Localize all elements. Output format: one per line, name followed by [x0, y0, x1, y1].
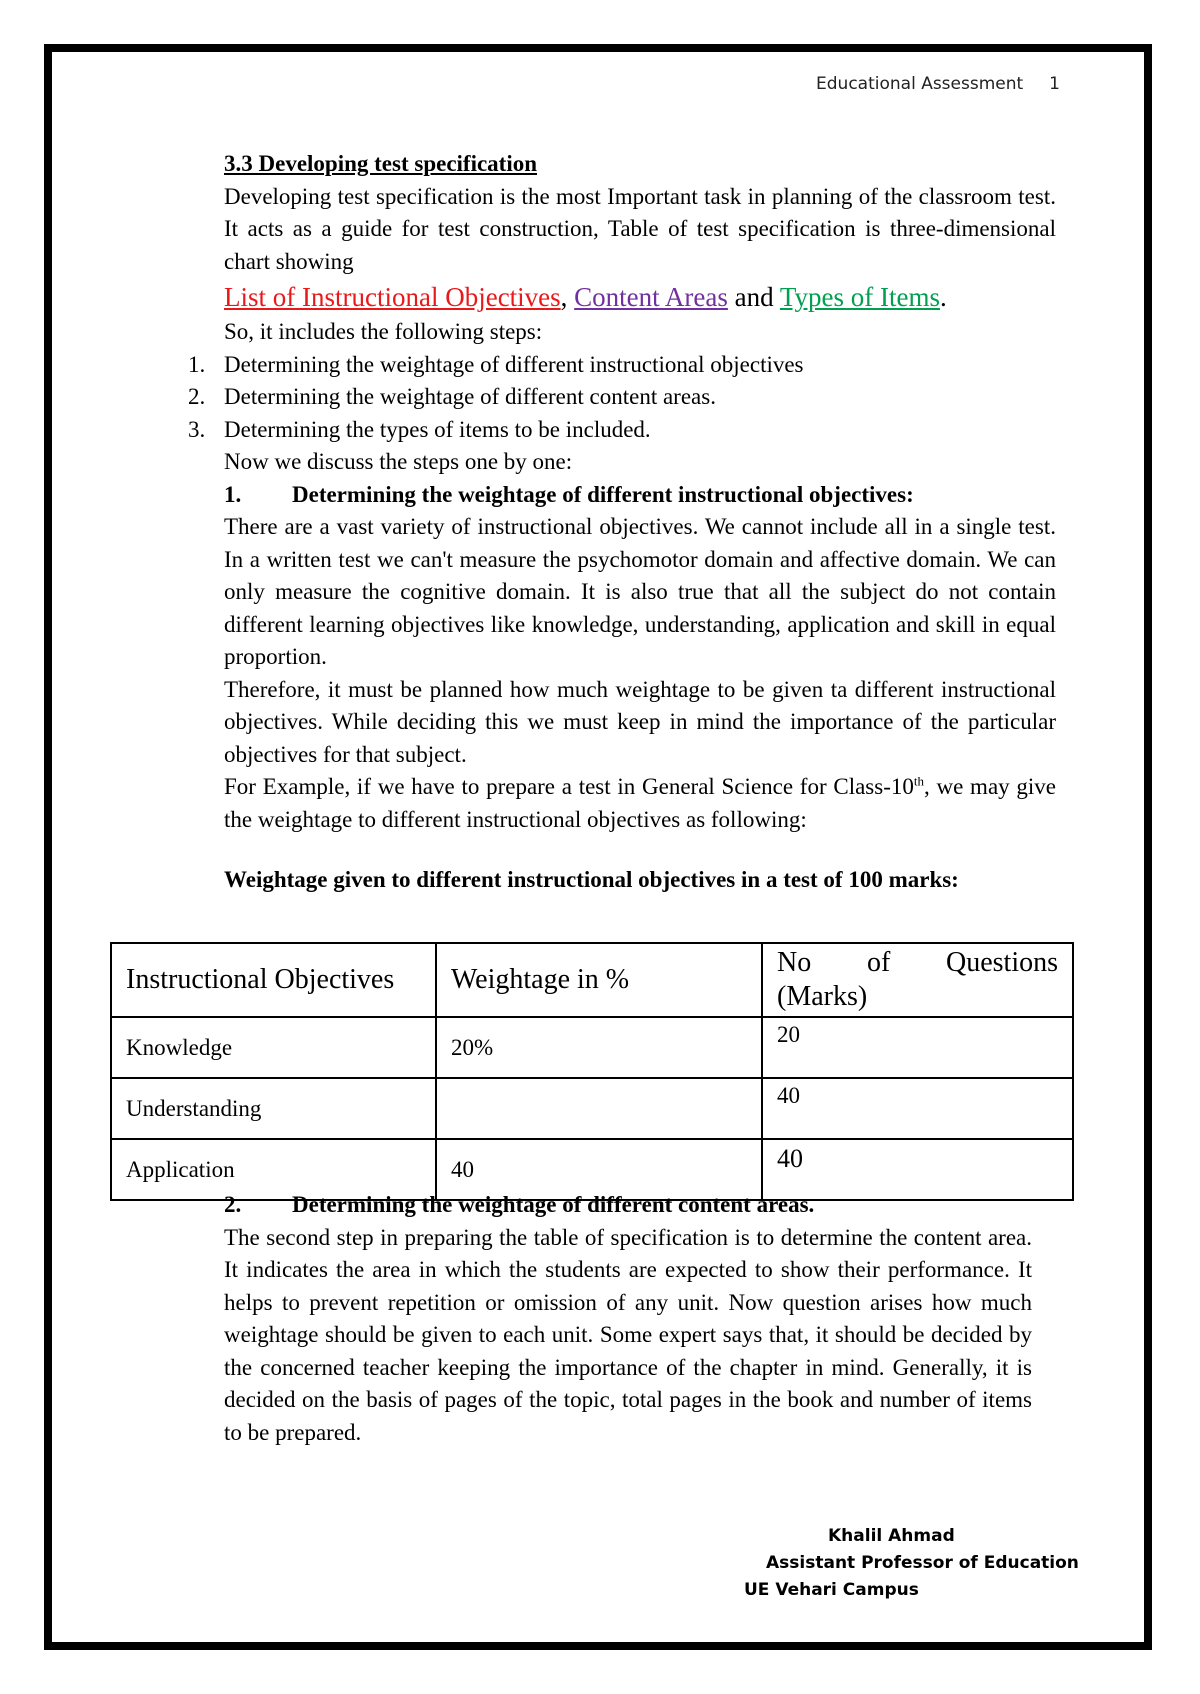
cell-questions: 40	[762, 1139, 1073, 1200]
step1-heading: 1. Determining the weightage of different instructional objectives:	[224, 481, 914, 507]
list-item: 1. Determining the weightage of different instructional objectives	[188, 351, 804, 377]
table-row	[111, 1017, 1073, 1078]
content-areas-link[interactable]: Content Areas	[574, 282, 728, 312]
steps-list	[188, 349, 1056, 447]
page-number: 1	[1049, 74, 1060, 94]
header-title: Educational Assessment	[816, 74, 1024, 94]
cell-objective: Application	[111, 1139, 436, 1200]
header-objective: Instructional Objectives	[111, 943, 436, 1017]
step2-paragraph: The second step in preparing the table of specification is to determine the content area. It indicates the area in which the students are expected to show their performance. It helps to prevent repetition or omission of any unit. Now question arises how much weightage should be given to each unit. Some expert says that, it should be decided by the concerned teacher keeping the importance of the chapter in mind. Generally, it is decided on the basis of pages of the topic, total pages in the book and number of items to be prepared.	[224, 1224, 1032, 1445]
step2-heading: 2. Determining the weightage of different content areas.	[224, 1192, 815, 1217]
table-row	[111, 1078, 1073, 1139]
section-title: 3.3 Developing test specification	[224, 151, 538, 176]
header-questions: No of Questions (Marks)	[762, 943, 1073, 1017]
header-weightage: Weightage in %	[436, 943, 762, 1017]
step1-paragraph-3: For Example, if we have to prepare a test in General Science for Class-10th, we may give the weightage to different instructional objectives as following:	[224, 773, 1056, 832]
table-caption: Weightage given to different instructional objectives in a test of 100 marks:	[224, 867, 959, 892]
cell-objective: Knowledge	[111, 1017, 436, 1078]
cell-objective: Understanding	[111, 1078, 436, 1139]
list-item: 3. Determining the types of items to be included.	[188, 416, 651, 442]
signature-block	[730, 1523, 1079, 1604]
step1-paragraph-1: There are a vast variety of instructional objectives. We cannot include all in a single test. In a written test we can't measure the psychomotor domain and affective domain. We can only measure the cognitive domain. It is also true that all the subject do not contain different learning objectives like knowledge, understanding, application and skill in equal proportion.	[224, 514, 1056, 669]
list-item: 2. Determining the weightage of different content areas.	[188, 384, 716, 409]
step2-content	[224, 1189, 1032, 1449]
cell-weightage: 20%	[436, 1017, 762, 1078]
author-position: Assistant Professor of Education	[766, 1553, 1079, 1573]
step1-paragraph-2: Therefore, it must be planned how much weightage to be given ta different instructional objectives. While deciding this we must keep in mind the importance of the particular objectives for that subject.	[224, 676, 1056, 767]
running-header	[816, 74, 1060, 94]
item-types-link[interactable]: Types of Items	[779, 282, 940, 312]
author-campus: UE Vehari Campus	[744, 1580, 919, 1600]
cell-questions: 20	[762, 1017, 1073, 1078]
cell-weightage	[436, 1078, 762, 1139]
dimensions-line: List of Instructional Objectives, Content Areas and Types of Items.	[224, 282, 947, 312]
author-name: Khalil Ahmad	[828, 1526, 955, 1546]
table-header-row	[111, 943, 1073, 1017]
objectives-table	[110, 942, 1074, 1201]
cell-questions: 40	[762, 1078, 1073, 1139]
discuss-line: Now we discuss the steps one by one:	[224, 449, 573, 474]
steps-intro: So, it includes the following steps:	[224, 319, 543, 344]
main-content	[188, 148, 1056, 897]
cell-weightage: 40	[436, 1139, 762, 1200]
objectives-link[interactable]: List of Instructional Objectives	[224, 282, 561, 312]
intro-paragraph: Developing test specification is the most Important task in planning of the classroom test. It acts as a guide for test construction, Table of test specification is three-dimensional chart showing	[224, 183, 1056, 274]
